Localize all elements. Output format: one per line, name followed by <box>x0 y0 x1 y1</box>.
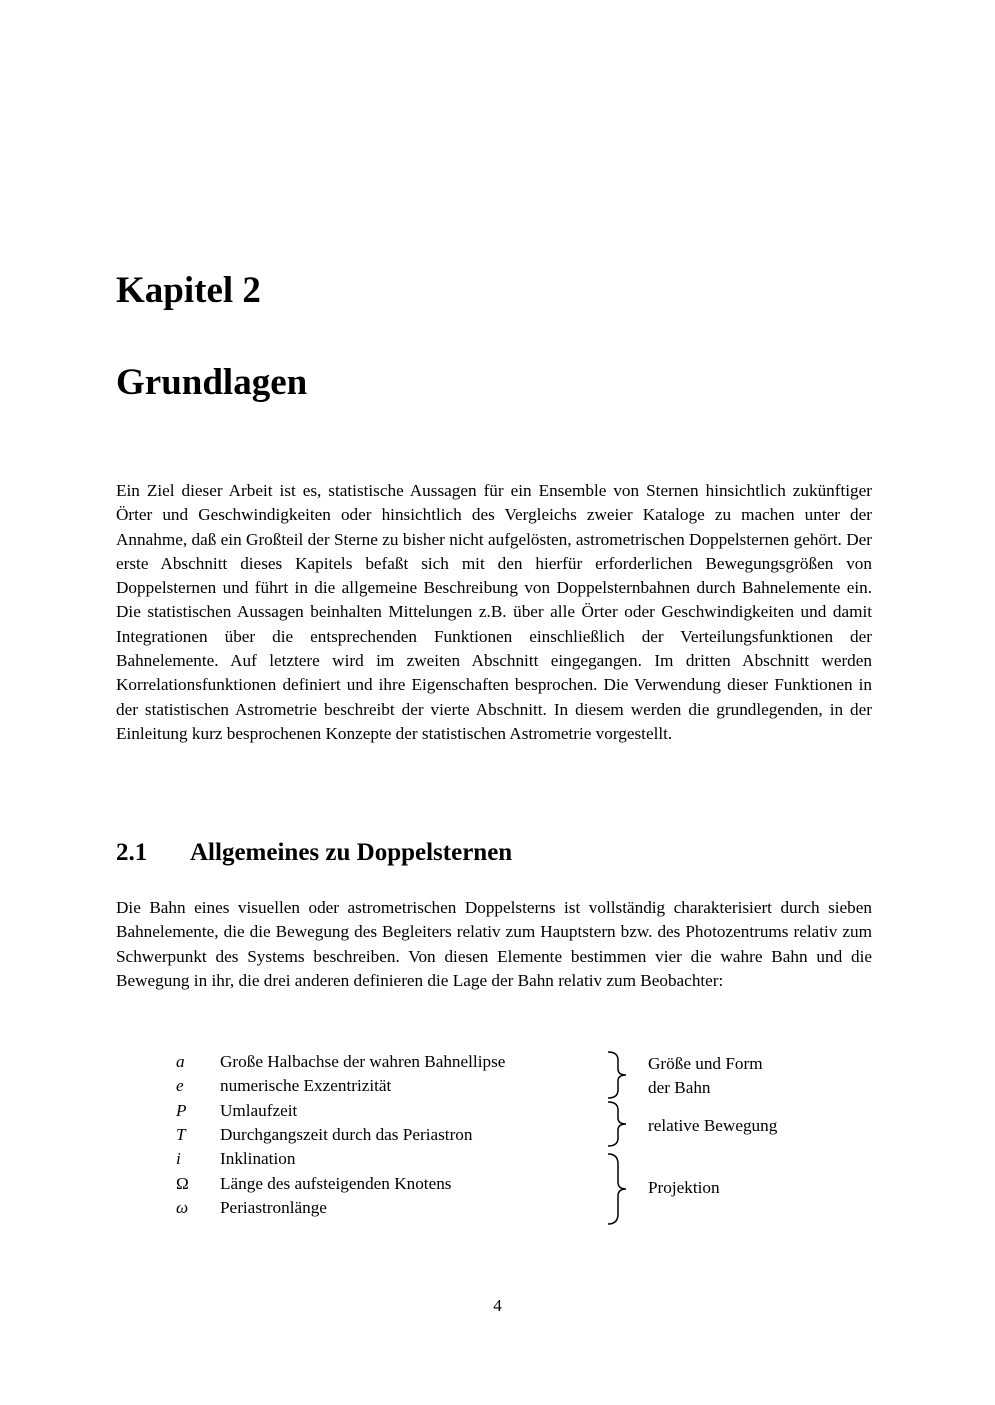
element-symbol: a <box>176 1052 185 1071</box>
element-description: Umlaufzeit <box>220 1100 298 1120</box>
element-symbol: e <box>176 1076 184 1096</box>
section-title: Allgemeines zu Doppelsternen <box>190 839 513 866</box>
element-description: numerische Exzentrizität <box>220 1076 392 1096</box>
element-row <box>0 1123 995 1147</box>
intro-paragraph: Ein Ziel dieser Arbeit ist es, statistische Aussagen für ein Ensemble von Sternen hinsichtlich zukünftiger Örter und Geschwindigkeiten oder hinsichtlich des Vergleichs zweier Kataloge zu machen unter der Annahme, daß ein Großteil der Sterne zu bisher nicht aufgelösten, astrometrischen Doppelsternen gehört. Der erste Abschnitt dieses Kapitels befaßt sich mit den hierfür erforderlichen Bewegungsgrößen von Doppelsternen und führt in die allgemeine Beschreibung von Doppelsternbahnen durch Bahnelemente ein. Die statistischen Aussagen beinhalten Mittelungen z.B. über alle Örter oder Geschwindigkeiten und damit Integrationen über die entsprechenden Funktionen einschließlich der Verteilungsfunktionen der Bahnelemente. Auf letztere wird im zweiten Abschnitt eingegangen. Im dritten Abschnitt werden Korrelationsfunktionen definiert und ihre Eigenschaften besprochen. Die Verwendung dieser Funktionen in der statistischen Astrometrie beschreibt der vierte Abschnitt. In diesem werden die grundlegenden, in der Einleitung kurz besprochenen Konzepte der statistischen Astrometrie vorgestellt. <box>116 481 872 743</box>
page-number: 4 <box>493 1296 502 1315</box>
group-label-projection: Projektion <box>648 1178 720 1197</box>
right-brace-projection <box>604 1152 634 1226</box>
chapter-label: Kapitel 2 <box>116 270 261 311</box>
element-symbol: P <box>176 1100 187 1120</box>
element-row <box>0 1196 995 1220</box>
right-brace-motion <box>604 1100 634 1148</box>
element-symbol: T <box>176 1124 186 1144</box>
element-description: Durchgangszeit durch das Periastron <box>220 1124 473 1144</box>
element-row <box>0 1050 995 1074</box>
section-paragraph: Die Bahn eines visuellen oder astrometrischen Doppelsterns ist vollständig charakterisiert durch sieben Bahnelemente, die die Bewegung des Begleiters relativ zum Hauptstern bzw. des Photozentrums relativ zum Schwerpunkt des Systems beschreiben. Von diesen Elemente bestimmen vier die wahre Bahn und die Bewegung in ihr, die drei anderen definieren die Lage der Bahn relativ zum Beobachter: <box>116 898 872 990</box>
orbital-elements-table <box>0 1050 995 1230</box>
section-number: 2.1 <box>116 839 148 866</box>
section-heading <box>116 836 512 870</box>
element-symbol: Ω <box>176 1173 189 1193</box>
group-label-motion: relative Bewegung <box>648 1116 778 1135</box>
group-label-shape-line2: der Bahn <box>648 1078 711 1098</box>
chapter-title: Grundlagen <box>116 362 308 403</box>
element-description: Periastronlänge <box>220 1197 327 1217</box>
right-brace-shape <box>604 1050 634 1100</box>
element-row <box>0 1147 995 1171</box>
element-row <box>0 1172 995 1196</box>
element-description: Inklination <box>220 1149 296 1169</box>
element-description: Große Halbachse der wahren Bahnellipse <box>220 1052 506 1071</box>
group-label-shape-line1: Größe und Form <box>648 1054 763 1073</box>
element-row <box>0 1099 995 1123</box>
element-symbol: i <box>176 1149 181 1169</box>
element-symbol: ω <box>176 1197 189 1217</box>
element-row <box>0 1074 995 1098</box>
element-description: Länge des aufsteigenden Knotens <box>220 1173 452 1193</box>
